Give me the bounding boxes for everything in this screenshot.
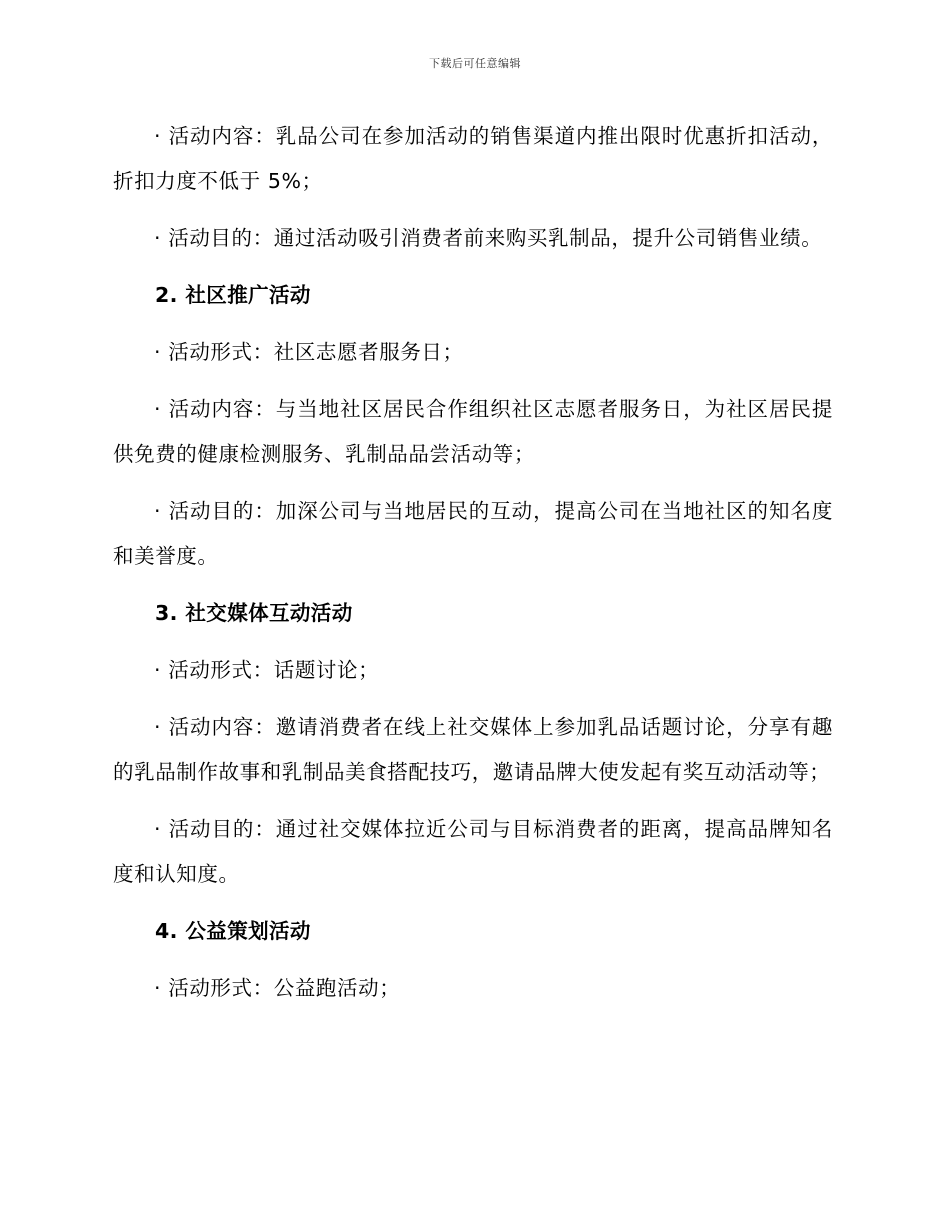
paragraph-social-content: · 活动内容：邀请消费者在线上社交媒体上参加乳品话题讨论，分享有趣的乳品制作故事和乳制品美食搭配技巧，邀请品牌大使发起有奖互动活动等； (113, 715, 833, 784)
paragraph-community-form: · 活动形式：社区志愿者服务日； (154, 340, 464, 364)
section-heading-social-media: 3. 社交媒体互动活动 (155, 601, 353, 625)
paragraph-promo-content: · 活动内容：乳品公司在参加活动的销售渠道内推出限时优惠折扣活动，折扣力度不低于 5%； (113, 124, 833, 193)
paragraph-promo-goal: · 活动目的：通过活动吸引消费者前来购买乳制品，提升公司销售业绩。 (154, 226, 823, 250)
section-heading-charity: 4. 公益策划活动 (155, 919, 311, 943)
paragraph-community-content: · 活动内容：与当地社区居民合作组织社区志愿者服务日，为社区居民提供免费的健康检测服务、乳制品品尝活动等； (113, 397, 833, 466)
paragraph-social-form: · 活动形式：话题讨论； (154, 658, 380, 682)
document-body (113, 114, 833, 1011)
paragraph-social-goal: · 活动目的：通过社交媒体拉近公司与目标消费者的距离，提高品牌知名度和认知度。 (113, 817, 833, 886)
section-heading-community: 2. 社区推广活动 (155, 283, 311, 307)
paragraph-community-goal: · 活动目的：加深公司与当地居民的互动，提高公司在当地社区的知名度和美誉度。 (113, 499, 833, 568)
header-note: 下载后可任意编辑 (429, 57, 521, 70)
paragraph-charity-form: · 活动形式：公益跑活动； (154, 976, 401, 1000)
